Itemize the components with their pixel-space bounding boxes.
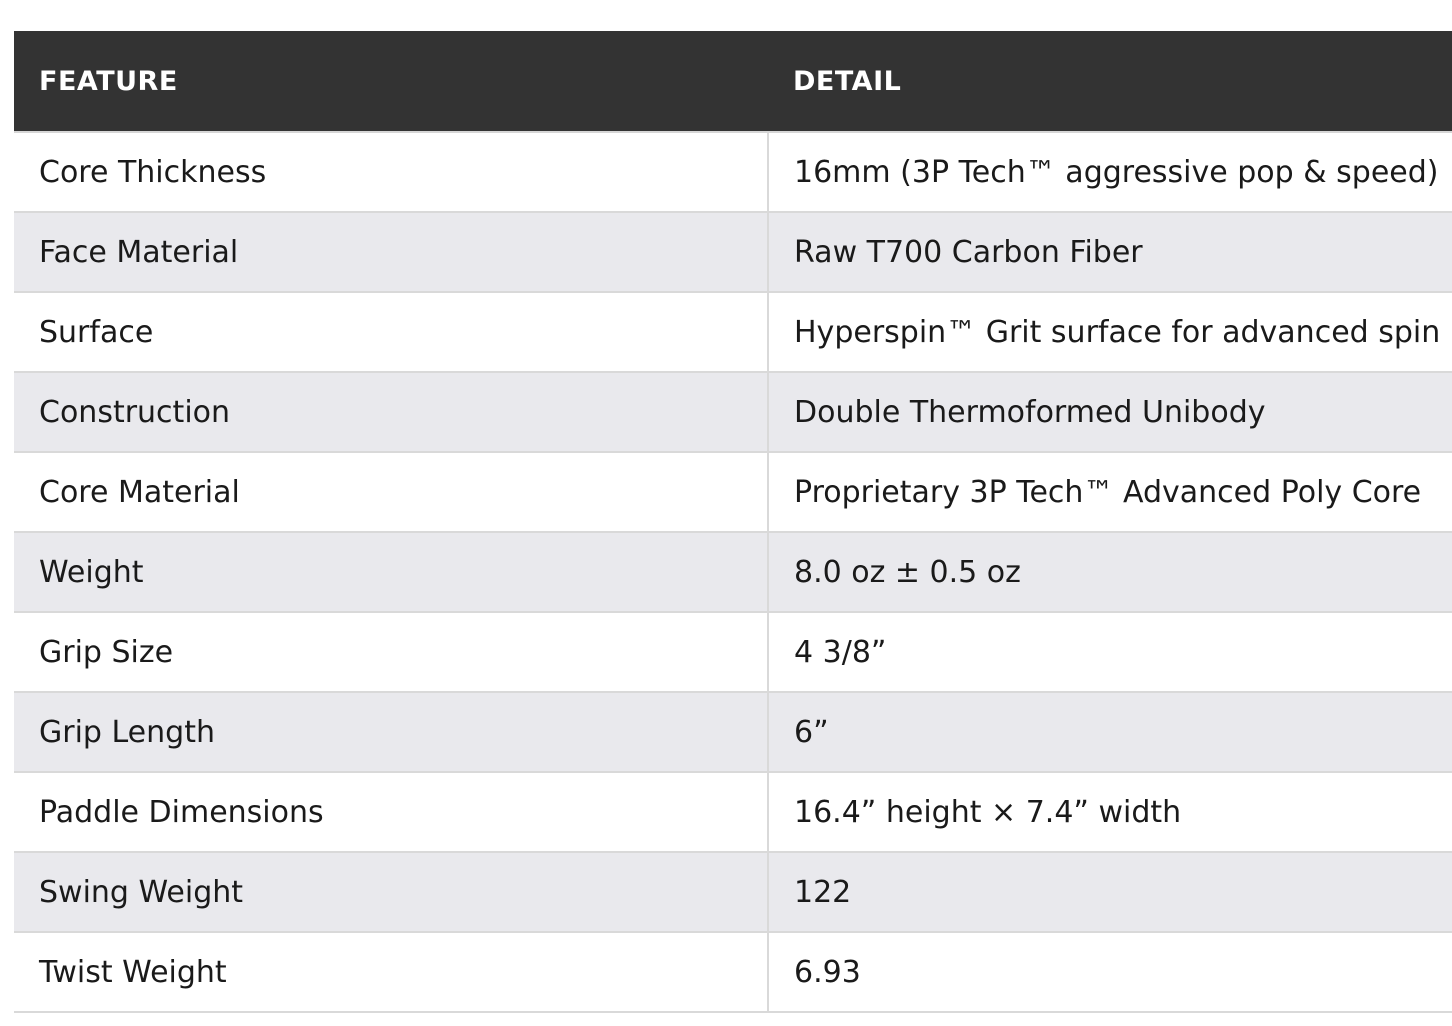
- detail-cell: Proprietary 3P Tech™ Advanced Poly Core: [768, 452, 1452, 532]
- table-header: [14, 31, 1452, 132]
- detail-cell: 16.4” height × 7.4” width: [768, 772, 1452, 852]
- feature-cell: Face Material: [14, 212, 768, 292]
- detail-cell: 4 3/8”: [768, 612, 1452, 692]
- feature-cell: Construction: [14, 372, 768, 452]
- feature-cell: Paddle Dimensions: [14, 772, 768, 852]
- table-row: [14, 692, 1452, 772]
- detail-cell: 122: [768, 852, 1452, 932]
- detail-cell: 16mm (3P Tech™ aggressive pop & speed): [768, 132, 1452, 212]
- feature-cell: Core Material: [14, 452, 768, 532]
- detail-column-header: DETAIL: [768, 31, 1452, 132]
- table-row: [14, 852, 1452, 932]
- spec-table: [14, 31, 1452, 1013]
- feature-cell: Weight: [14, 532, 768, 612]
- table-body: [14, 132, 1452, 1012]
- feature-cell: Swing Weight: [14, 852, 768, 932]
- table-row: [14, 452, 1452, 532]
- feature-cell: Surface: [14, 292, 768, 372]
- feature-column-header: FEATURE: [14, 31, 768, 132]
- table-row: [14, 212, 1452, 292]
- detail-cell: 6.93: [768, 932, 1452, 1012]
- table-row: [14, 372, 1452, 452]
- table-row: [14, 772, 1452, 852]
- table-row: [14, 132, 1452, 212]
- feature-cell: Grip Size: [14, 612, 768, 692]
- detail-cell: 8.0 oz ± 0.5 oz: [768, 532, 1452, 612]
- feature-cell: Grip Length: [14, 692, 768, 772]
- table-row: [14, 532, 1452, 612]
- table-row: [14, 932, 1452, 1012]
- detail-cell: Double Thermoformed Unibody: [768, 372, 1452, 452]
- detail-cell: Hyperspin™ Grit surface for advanced spin: [768, 292, 1452, 372]
- table-row: [14, 612, 1452, 692]
- header-row: [14, 31, 1452, 132]
- detail-cell: 6”: [768, 692, 1452, 772]
- feature-cell: Twist Weight: [14, 932, 768, 1012]
- table-row: [14, 292, 1452, 372]
- feature-cell: Core Thickness: [14, 132, 768, 212]
- detail-cell: Raw T700 Carbon Fiber: [768, 212, 1452, 292]
